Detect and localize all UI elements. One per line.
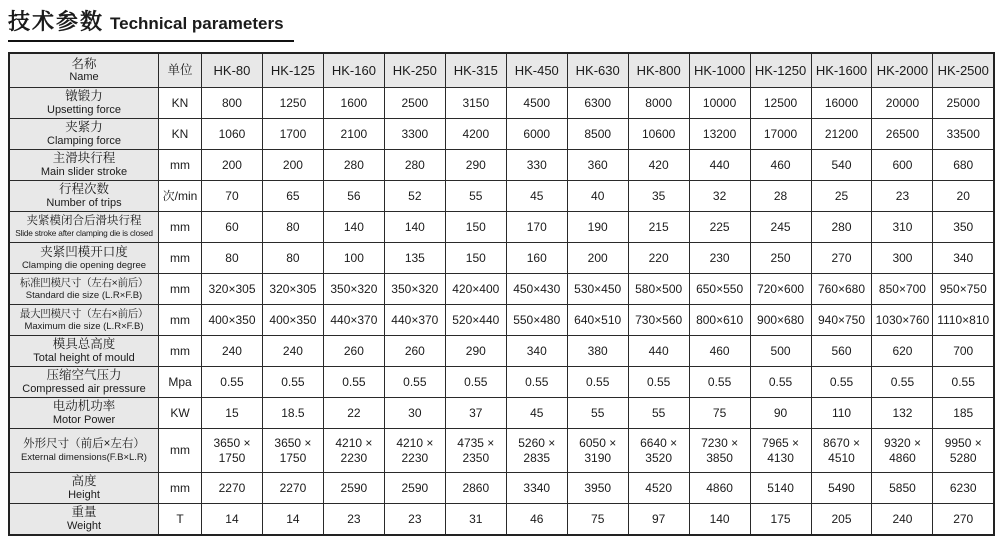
value-cell-hk-1250-maximum-die-size-l-r-f-b: 900×680 [750, 305, 811, 336]
row-label-standard-die-size-l-r-f-b [9, 274, 159, 305]
value-cell-hk-1600-total-height-of-mould: 560 [811, 336, 872, 367]
value-cell-hk-80-motor-power: 15 [202, 398, 263, 429]
value-cell-hk-450-standard-die-size-l-r-f-b: 450×430 [506, 274, 567, 305]
unit-cell: mm [159, 305, 202, 336]
value-cell-hk-800-clamping-force: 10600 [628, 119, 689, 150]
value-cell-hk-250-number-of-trips: 52 [384, 181, 445, 212]
value-cell-hk-80-number-of-trips: 70 [202, 181, 263, 212]
value-cell-hk-315-compressed-air-pressure: 0.55 [445, 367, 506, 398]
value-cell-hk-315-height: 2860 [445, 473, 506, 504]
value-cell-hk-250-weight: 23 [384, 504, 445, 535]
table-row-main-slider-stroke [9, 150, 994, 181]
unit-cell: mm [159, 150, 202, 181]
value-cell-hk-125-height: 2270 [262, 473, 323, 504]
unit-cell: KW [159, 398, 202, 429]
value-cell-hk-2500-total-height-of-mould: 700 [933, 336, 994, 367]
value-cell-hk-800-external-dimensions-f-b-l-r: 6640 × 3520 [628, 429, 689, 473]
value-cell-hk-450-compressed-air-pressure: 0.55 [506, 367, 567, 398]
model-column-header-hk-315: HK-315 [445, 53, 506, 88]
value-cell-hk-450-number-of-trips: 45 [506, 181, 567, 212]
row-label-external-dimensions-f-b-l-r [9, 429, 159, 473]
value-cell-hk-630-compressed-air-pressure: 0.55 [567, 367, 628, 398]
page-title-zh: 技术参数 [8, 9, 105, 34]
row-label-zh: 主滑块行程 [52, 151, 116, 166]
value-cell-hk-125-number-of-trips: 65 [262, 181, 323, 212]
value-cell-hk-250-main-slider-stroke: 280 [384, 150, 445, 181]
value-cell-hk-80-clamping-force: 1060 [202, 119, 263, 150]
unit-cell: mm [159, 429, 202, 473]
value-cell-hk-250-clamping-force: 3300 [384, 119, 445, 150]
technical-parameters-table [8, 52, 995, 536]
value-cell-hk-800-compressed-air-pressure: 0.55 [628, 367, 689, 398]
value-cell-hk-315-total-height-of-mould: 290 [445, 336, 506, 367]
value-cell-hk-800-slide-stroke-after-clamping-die-is-closed: 215 [628, 212, 689, 243]
table-row-standard-die-size-l-r-f-b [9, 274, 994, 305]
value-cell-hk-1250-standard-die-size-l-r-f-b: 720×600 [750, 274, 811, 305]
value-cell-hk-1000-total-height-of-mould: 460 [689, 336, 750, 367]
value-cell-hk-800-motor-power: 55 [628, 398, 689, 429]
value-cell-hk-800-upsetting-force: 8000 [628, 88, 689, 119]
row-label-main-slider-stroke [9, 150, 159, 181]
table-row-clamping-die-opening-degree [9, 243, 994, 274]
table-row-clamping-force [9, 119, 994, 150]
value-cell-hk-1250-compressed-air-pressure: 0.55 [750, 367, 811, 398]
value-cell-hk-1600-motor-power: 110 [811, 398, 872, 429]
unit-cell: mm [159, 473, 202, 504]
value-cell-hk-630-motor-power: 55 [567, 398, 628, 429]
value-cell-hk-1000-clamping-die-opening-degree: 230 [689, 243, 750, 274]
table-row-height [9, 473, 994, 504]
value-cell-hk-125-total-height-of-mould: 240 [262, 336, 323, 367]
value-cell-hk-1000-main-slider-stroke: 440 [689, 150, 750, 181]
row-label-en: Slide stroke after clamping die is closed [15, 227, 153, 238]
value-cell-hk-80-main-slider-stroke: 200 [202, 150, 263, 181]
value-cell-hk-1000-maximum-die-size-l-r-f-b: 800×610 [689, 305, 750, 336]
value-cell-hk-160-clamping-force: 2100 [323, 119, 384, 150]
value-cell-hk-80-clamping-die-opening-degree: 80 [202, 243, 263, 274]
value-cell-hk-2500-compressed-air-pressure: 0.55 [933, 367, 994, 398]
value-cell-hk-1250-clamping-force: 17000 [750, 119, 811, 150]
value-cell-hk-250-upsetting-force: 2500 [384, 88, 445, 119]
row-label-upsetting-force [9, 88, 159, 119]
value-cell-hk-800-clamping-die-opening-degree: 220 [628, 243, 689, 274]
value-cell-hk-1000-external-dimensions-f-b-l-r: 7230 × 3850 [689, 429, 750, 473]
value-cell-hk-315-slide-stroke-after-clamping-die-is-closed: 150 [445, 212, 506, 243]
value-cell-hk-630-clamping-force: 8500 [567, 119, 628, 150]
value-cell-hk-160-weight: 23 [323, 504, 384, 535]
unit-cell: mm [159, 212, 202, 243]
value-cell-hk-450-slide-stroke-after-clamping-die-is-closed: 170 [506, 212, 567, 243]
value-cell-hk-2500-number-of-trips: 20 [933, 181, 994, 212]
unit-column-header: 单位 [159, 53, 202, 88]
row-label-zh: 夹紧力 [65, 120, 103, 135]
table-row-total-height-of-mould [9, 336, 994, 367]
row-label-zh: 电动机功率 [52, 399, 116, 414]
value-cell-hk-2000-clamping-force: 26500 [872, 119, 933, 150]
name-column-header [9, 53, 159, 88]
value-cell-hk-2500-upsetting-force: 25000 [933, 88, 994, 119]
row-label-zh: 夹紧凹模开口度 [40, 245, 128, 260]
row-label-zh: 镦锻力 [65, 89, 103, 104]
unit-cell: KN [159, 88, 202, 119]
value-cell-hk-1600-weight: 205 [811, 504, 872, 535]
value-cell-hk-125-compressed-air-pressure: 0.55 [262, 367, 323, 398]
value-cell-hk-2500-main-slider-stroke: 680 [933, 150, 994, 181]
value-cell-hk-1600-upsetting-force: 16000 [811, 88, 872, 119]
page-title [8, 5, 294, 42]
unit-cell: 次/min [159, 181, 202, 212]
value-cell-hk-315-maximum-die-size-l-r-f-b: 520×440 [445, 305, 506, 336]
row-label-zh: 外形尺寸（前后×左右） [23, 438, 145, 451]
value-cell-hk-630-standard-die-size-l-r-f-b: 530×450 [567, 274, 628, 305]
value-cell-hk-125-main-slider-stroke: 200 [262, 150, 323, 181]
value-cell-hk-315-standard-die-size-l-r-f-b: 420×400 [445, 274, 506, 305]
value-cell-hk-1000-standard-die-size-l-r-f-b: 650×550 [689, 274, 750, 305]
value-cell-hk-125-upsetting-force: 1250 [262, 88, 323, 119]
value-cell-hk-80-external-dimensions-f-b-l-r: 3650 × 1750 [202, 429, 263, 473]
value-cell-hk-2500-maximum-die-size-l-r-f-b: 1110×810 [933, 305, 994, 336]
table-row-slide-stroke-after-clamping-die-is-closed [9, 212, 994, 243]
value-cell-hk-125-clamping-die-opening-degree: 80 [262, 243, 323, 274]
value-cell-hk-630-weight: 75 [567, 504, 628, 535]
value-cell-hk-1250-main-slider-stroke: 460 [750, 150, 811, 181]
value-cell-hk-450-height: 3340 [506, 473, 567, 504]
unit-cell: mm [159, 336, 202, 367]
value-cell-hk-80-total-height-of-mould: 240 [202, 336, 263, 367]
name-column-header-zh: 名称 [71, 56, 97, 71]
row-label-zh: 高度 [71, 474, 97, 489]
unit-cell: Mpa [159, 367, 202, 398]
row-label-zh: 压缩空气压力 [46, 368, 122, 383]
value-cell-hk-160-clamping-die-opening-degree: 100 [323, 243, 384, 274]
value-cell-hk-450-clamping-die-opening-degree: 160 [506, 243, 567, 274]
value-cell-hk-125-maximum-die-size-l-r-f-b: 400×350 [262, 305, 323, 336]
unit-cell: T [159, 504, 202, 535]
value-cell-hk-250-clamping-die-opening-degree: 135 [384, 243, 445, 274]
table-row-upsetting-force [9, 88, 994, 119]
value-cell-hk-2000-motor-power: 132 [872, 398, 933, 429]
row-label-en: Clamping die opening degree [21, 259, 147, 271]
row-label-number-of-trips [9, 181, 159, 212]
value-cell-hk-125-standard-die-size-l-r-f-b: 320×305 [262, 274, 323, 305]
value-cell-hk-2500-clamping-force: 33500 [933, 119, 994, 150]
value-cell-hk-1250-motor-power: 90 [750, 398, 811, 429]
unit-cell: KN [159, 119, 202, 150]
model-column-header-hk-125: HK-125 [262, 53, 323, 88]
value-cell-hk-800-total-height-of-mould: 440 [628, 336, 689, 367]
model-column-header-hk-630: HK-630 [567, 53, 628, 88]
value-cell-hk-2000-external-dimensions-f-b-l-r: 9320 × 4860 [872, 429, 933, 473]
value-cell-hk-315-weight: 31 [445, 504, 506, 535]
value-cell-hk-80-compressed-air-pressure: 0.55 [202, 367, 263, 398]
table-row-external-dimensions-f-b-l-r [9, 429, 994, 473]
value-cell-hk-1000-compressed-air-pressure: 0.55 [689, 367, 750, 398]
model-column-header-hk-2000: HK-2000 [872, 53, 933, 88]
value-cell-hk-125-clamping-force: 1700 [262, 119, 323, 150]
value-cell-hk-160-motor-power: 22 [323, 398, 384, 429]
value-cell-hk-2000-compressed-air-pressure: 0.55 [872, 367, 933, 398]
value-cell-hk-160-external-dimensions-f-b-l-r: 4210 × 2230 [323, 429, 384, 473]
value-cell-hk-160-standard-die-size-l-r-f-b: 350×320 [323, 274, 384, 305]
value-cell-hk-315-clamping-force: 4200 [445, 119, 506, 150]
value-cell-hk-450-main-slider-stroke: 330 [506, 150, 567, 181]
value-cell-hk-1600-main-slider-stroke: 540 [811, 150, 872, 181]
value-cell-hk-630-external-dimensions-f-b-l-r: 6050 × 3190 [567, 429, 628, 473]
value-cell-hk-1600-clamping-force: 21200 [811, 119, 872, 150]
value-cell-hk-1000-height: 4860 [689, 473, 750, 504]
value-cell-hk-450-motor-power: 45 [506, 398, 567, 429]
value-cell-hk-2500-clamping-die-opening-degree: 340 [933, 243, 994, 274]
model-column-header-hk-80: HK-80 [202, 53, 263, 88]
value-cell-hk-125-slide-stroke-after-clamping-die-is-closed: 80 [262, 212, 323, 243]
table-row-maximum-die-size-l-r-f-b [9, 305, 994, 336]
row-label-compressed-air-pressure [9, 367, 159, 398]
value-cell-hk-2000-height: 5850 [872, 473, 933, 504]
table-row-weight [9, 504, 994, 535]
value-cell-hk-2000-main-slider-stroke: 600 [872, 150, 933, 181]
row-label-en: Number of trips [46, 196, 122, 209]
model-column-header-hk-1250: HK-1250 [750, 53, 811, 88]
table-header-row [9, 53, 994, 88]
row-label-en: External dimensions(F.B×L.R) [21, 451, 147, 463]
value-cell-hk-250-slide-stroke-after-clamping-die-is-closed: 140 [384, 212, 445, 243]
value-cell-hk-160-upsetting-force: 1600 [323, 88, 384, 119]
value-cell-hk-450-weight: 46 [506, 504, 567, 535]
value-cell-hk-160-height: 2590 [323, 473, 384, 504]
unit-cell: mm [159, 243, 202, 274]
value-cell-hk-630-slide-stroke-after-clamping-die-is-closed: 190 [567, 212, 628, 243]
value-cell-hk-800-main-slider-stroke: 420 [628, 150, 689, 181]
value-cell-hk-630-main-slider-stroke: 360 [567, 150, 628, 181]
row-label-zh: 模具总高度 [52, 337, 116, 352]
value-cell-hk-2000-total-height-of-mould: 620 [872, 336, 933, 367]
value-cell-hk-125-external-dimensions-f-b-l-r: 3650 × 1750 [262, 429, 323, 473]
value-cell-hk-450-total-height-of-mould: 340 [506, 336, 567, 367]
value-cell-hk-1000-number-of-trips: 32 [689, 181, 750, 212]
value-cell-hk-250-compressed-air-pressure: 0.55 [384, 367, 445, 398]
row-label-motor-power [9, 398, 159, 429]
value-cell-hk-80-upsetting-force: 800 [202, 88, 263, 119]
value-cell-hk-2000-weight: 240 [872, 504, 933, 535]
value-cell-hk-315-motor-power: 37 [445, 398, 506, 429]
value-cell-hk-2500-slide-stroke-after-clamping-die-is-closed: 350 [933, 212, 994, 243]
row-label-en: Upsetting force [47, 103, 121, 116]
value-cell-hk-1600-slide-stroke-after-clamping-die-is-closed: 280 [811, 212, 872, 243]
page-title-en: Technical parameters [110, 14, 284, 33]
value-cell-hk-2000-number-of-trips: 23 [872, 181, 933, 212]
value-cell-hk-1000-slide-stroke-after-clamping-die-is-closed: 225 [689, 212, 750, 243]
value-cell-hk-2500-height: 6230 [933, 473, 994, 504]
model-column-header-hk-2500: HK-2500 [933, 53, 994, 88]
value-cell-hk-1250-total-height-of-mould: 500 [750, 336, 811, 367]
model-column-header-hk-1600: HK-1600 [811, 53, 872, 88]
value-cell-hk-2000-clamping-die-opening-degree: 300 [872, 243, 933, 274]
value-cell-hk-315-main-slider-stroke: 290 [445, 150, 506, 181]
value-cell-hk-1000-clamping-force: 13200 [689, 119, 750, 150]
value-cell-hk-1250-height: 5140 [750, 473, 811, 504]
model-column-header-hk-1000: HK-1000 [689, 53, 750, 88]
value-cell-hk-250-external-dimensions-f-b-l-r: 4210 × 2230 [384, 429, 445, 473]
value-cell-hk-630-upsetting-force: 6300 [567, 88, 628, 119]
table-row-motor-power [9, 398, 994, 429]
value-cell-hk-2000-standard-die-size-l-r-f-b: 850×700 [872, 274, 933, 305]
value-cell-hk-630-total-height-of-mould: 380 [567, 336, 628, 367]
row-label-clamping-die-opening-degree [9, 243, 159, 274]
value-cell-hk-1250-external-dimensions-f-b-l-r: 7965 × 4130 [750, 429, 811, 473]
value-cell-hk-1600-height: 5490 [811, 473, 872, 504]
value-cell-hk-1000-upsetting-force: 10000 [689, 88, 750, 119]
row-label-maximum-die-size-l-r-f-b [9, 305, 159, 336]
row-label-clamping-force [9, 119, 159, 150]
row-label-en: Standard die size (L.R×F.B) [25, 289, 143, 301]
value-cell-hk-160-main-slider-stroke: 280 [323, 150, 384, 181]
value-cell-hk-250-height: 2590 [384, 473, 445, 504]
value-cell-hk-1250-clamping-die-opening-degree: 250 [750, 243, 811, 274]
value-cell-hk-250-maximum-die-size-l-r-f-b: 440×370 [384, 305, 445, 336]
value-cell-hk-630-clamping-die-opening-degree: 200 [567, 243, 628, 274]
value-cell-hk-800-weight: 97 [628, 504, 689, 535]
row-label-zh: 标准凹模尺寸（左右×前后） [19, 277, 149, 290]
table-body [9, 88, 994, 535]
value-cell-hk-250-motor-power: 30 [384, 398, 445, 429]
row-label-en: Maximum die size (L.R×F.B) [24, 320, 144, 332]
value-cell-hk-80-standard-die-size-l-r-f-b: 320×305 [202, 274, 263, 305]
value-cell-hk-160-number-of-trips: 56 [323, 181, 384, 212]
value-cell-hk-315-external-dimensions-f-b-l-r: 4735 × 2350 [445, 429, 506, 473]
value-cell-hk-2500-weight: 270 [933, 504, 994, 535]
row-label-zh: 最大凹模尺寸（左右×前后） [19, 308, 149, 321]
row-label-weight [9, 504, 159, 535]
value-cell-hk-80-slide-stroke-after-clamping-die-is-closed: 60 [202, 212, 263, 243]
row-label-slide-stroke-after-clamping-die-is-closed [9, 212, 159, 243]
value-cell-hk-1600-clamping-die-opening-degree: 270 [811, 243, 872, 274]
value-cell-hk-1600-compressed-air-pressure: 0.55 [811, 367, 872, 398]
value-cell-hk-800-number-of-trips: 35 [628, 181, 689, 212]
value-cell-hk-630-number-of-trips: 40 [567, 181, 628, 212]
value-cell-hk-450-clamping-force: 6000 [506, 119, 567, 150]
row-label-zh: 重量 [71, 504, 97, 519]
value-cell-hk-315-number-of-trips: 55 [445, 181, 506, 212]
row-label-en: Compressed air pressure [22, 382, 146, 395]
value-cell-hk-250-standard-die-size-l-r-f-b: 350×320 [384, 274, 445, 305]
value-cell-hk-2500-standard-die-size-l-r-f-b: 950×750 [933, 274, 994, 305]
row-label-en: Motor Power [52, 413, 116, 426]
row-label-en: Height [68, 488, 100, 501]
name-column-header-en: Name [69, 71, 99, 84]
value-cell-hk-250-total-height-of-mould: 260 [384, 336, 445, 367]
value-cell-hk-2500-external-dimensions-f-b-l-r: 9950 × 5280 [933, 429, 994, 473]
value-cell-hk-160-maximum-die-size-l-r-f-b: 440×370 [323, 305, 384, 336]
value-cell-hk-2000-maximum-die-size-l-r-f-b: 1030×760 [872, 305, 933, 336]
unit-cell: mm [159, 274, 202, 305]
value-cell-hk-1250-number-of-trips: 28 [750, 181, 811, 212]
value-cell-hk-1600-number-of-trips: 25 [811, 181, 872, 212]
value-cell-hk-450-external-dimensions-f-b-l-r: 5260 × 2835 [506, 429, 567, 473]
table-row-number-of-trips [9, 181, 994, 212]
value-cell-hk-2000-upsetting-force: 20000 [872, 88, 933, 119]
value-cell-hk-80-weight: 14 [202, 504, 263, 535]
value-cell-hk-1600-maximum-die-size-l-r-f-b: 940×750 [811, 305, 872, 336]
value-cell-hk-450-upsetting-force: 4500 [506, 88, 567, 119]
row-label-en: Clamping force [47, 134, 121, 147]
row-label-en: Weight [66, 519, 102, 532]
value-cell-hk-125-motor-power: 18.5 [262, 398, 323, 429]
value-cell-hk-1000-motor-power: 75 [689, 398, 750, 429]
value-cell-hk-800-height: 4520 [628, 473, 689, 504]
value-cell-hk-315-clamping-die-opening-degree: 150 [445, 243, 506, 274]
value-cell-hk-450-maximum-die-size-l-r-f-b: 550×480 [506, 305, 567, 336]
model-column-header-hk-450: HK-450 [506, 53, 567, 88]
value-cell-hk-2000-slide-stroke-after-clamping-die-is-closed: 310 [872, 212, 933, 243]
row-label-en: Total height of mould [33, 351, 135, 364]
value-cell-hk-80-maximum-die-size-l-r-f-b: 400×350 [202, 305, 263, 336]
value-cell-hk-1250-upsetting-force: 12500 [750, 88, 811, 119]
model-column-header-hk-250: HK-250 [384, 53, 445, 88]
row-label-height [9, 473, 159, 504]
row-label-zh: 夹紧模闭合后滑块行程 [26, 215, 142, 228]
value-cell-hk-160-compressed-air-pressure: 0.55 [323, 367, 384, 398]
row-label-zh: 行程次数 [58, 182, 109, 197]
value-cell-hk-160-slide-stroke-after-clamping-die-is-closed: 140 [323, 212, 384, 243]
value-cell-hk-80-height: 2270 [202, 473, 263, 504]
value-cell-hk-1600-external-dimensions-f-b-l-r: 8670 × 4510 [811, 429, 872, 473]
model-column-header-hk-160: HK-160 [323, 53, 384, 88]
value-cell-hk-800-standard-die-size-l-r-f-b: 580×500 [628, 274, 689, 305]
row-label-en: Main slider stroke [40, 165, 128, 178]
value-cell-hk-1250-slide-stroke-after-clamping-die-is-closed: 245 [750, 212, 811, 243]
value-cell-hk-1600-standard-die-size-l-r-f-b: 760×680 [811, 274, 872, 305]
row-label-total-height-of-mould [9, 336, 159, 367]
value-cell-hk-160-total-height-of-mould: 260 [323, 336, 384, 367]
value-cell-hk-1250-weight: 175 [750, 504, 811, 535]
table-row-compressed-air-pressure [9, 367, 994, 398]
value-cell-hk-315-upsetting-force: 3150 [445, 88, 506, 119]
value-cell-hk-630-height: 3950 [567, 473, 628, 504]
value-cell-hk-800-maximum-die-size-l-r-f-b: 730×560 [628, 305, 689, 336]
value-cell-hk-125-weight: 14 [262, 504, 323, 535]
value-cell-hk-2500-motor-power: 185 [933, 398, 994, 429]
value-cell-hk-630-maximum-die-size-l-r-f-b: 640×510 [567, 305, 628, 336]
model-column-header-hk-800: HK-800 [628, 53, 689, 88]
value-cell-hk-1000-weight: 140 [689, 504, 750, 535]
